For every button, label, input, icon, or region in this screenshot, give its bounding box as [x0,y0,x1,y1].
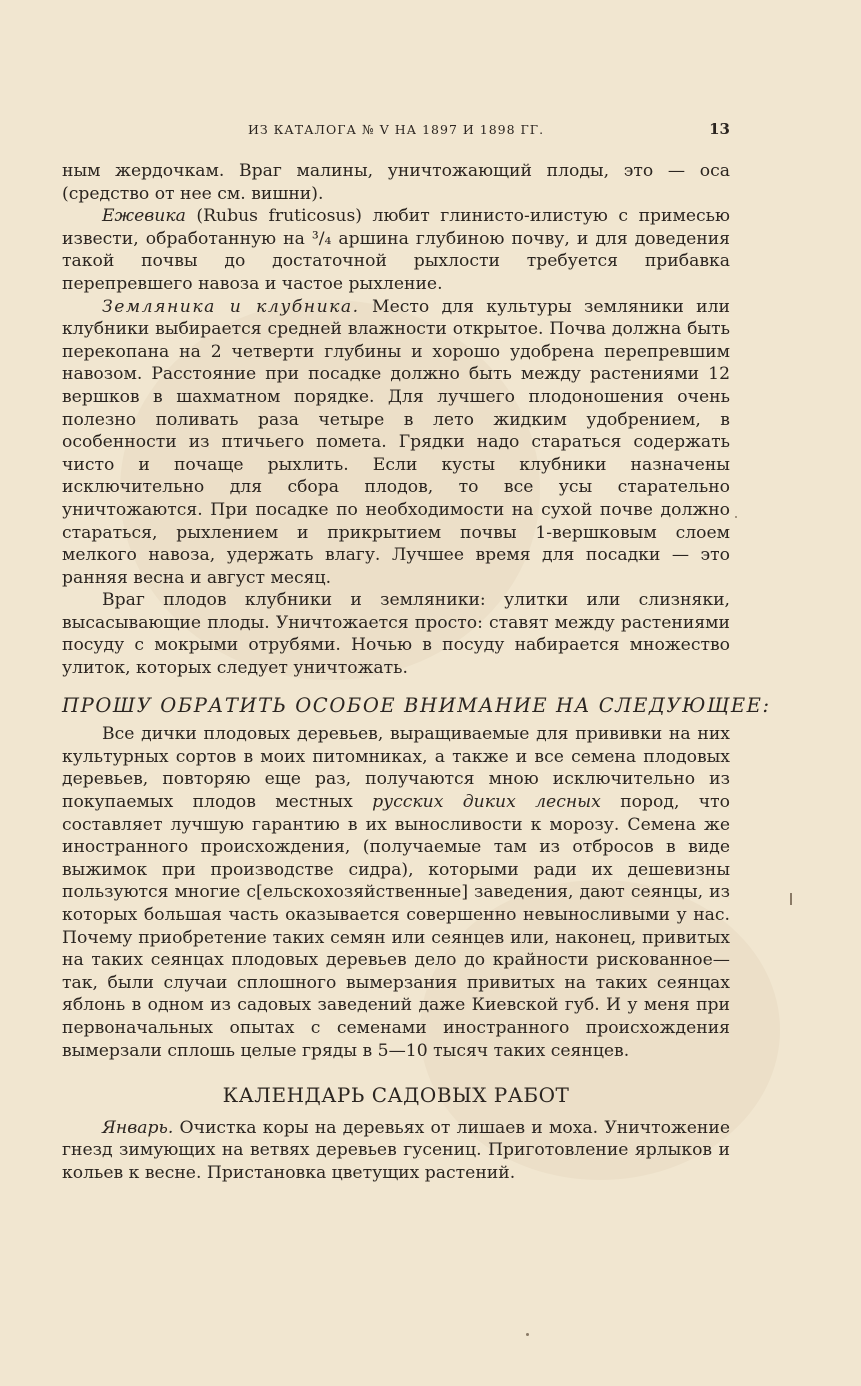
paragraph-january [62,1117,730,1185]
paragraph-text: Все дички плодовых деревьев, выращиваемые для прививки на них культурных сортов в моих питомниках, а также и все семена плодовых деревьев, повторяю еще раз, получаются мною исключительно из покупаемых плодов местных [62,724,730,813]
term-strawberry: Земляника и клубника. [102,296,360,317]
paragraph-pests: Враг плодов клубники и земляники: улитки или слизняки, высасывающие плоды. Уничтожается просто: ставят между растениями посуду с мокрыми отрубями. Ночью в посуду набирается множество улиток, которых следует уничтожать. [62,590,730,679]
paragraph: ным жердочкам. Враг малины, уничтожающий плоды, это — оса (средство от нее см. вишни). [62,161,730,204]
emphasis-text: русских диких лесных [372,792,601,813]
paragraph-strawberry [62,296,730,590]
calendar-heading: КАЛЕНДАРЬ САДОВЫХ РАБОТ [222,1083,570,1108]
scan-mark [735,516,737,518]
scan-mark [526,1333,529,1336]
paragraph-text: Место для культуры земляники или клубники выбирается средней влажности открытое. Почва должна быть перекопана на 2 четверти глубины и хорошо удобрена перепревшим навозом. Расстояние при посадке должно быть между растениями 12 вершков в шахматном порядке. Для лучшего плодоношения очень полезно поливать раза четыре в лето жидким удобрением, в особенности из птичьего помета. Грядки надо стараться содержать чисто и почаще рыхлить. Если кусты клубники назначены исключительно для сбора плодов, то все усы старательно уничтожаются. При посадке по необходимости на сухой почве должно стараться, рыхлением и прикрытием почвы 1-вершковым слоем мелкого навоза, удержать влагу. Лучшее время для посадки — это ранняя весна и август месяц. [62,296,730,588]
body-text [62,160,771,1185]
paragraph-blackberry [62,205,730,295]
notice-heading: ПРОШУ ОБРАТИТЬ ОСОБОЕ ВНИМАНИЕ НА СЛЕДУЮЩЕЕ: [62,693,771,717]
scan-mark [790,893,792,905]
running-title: ИЗ КАТАЛОГА № V НА 1897 И 1898 ГГ. [247,122,545,137]
page-number: 13 [709,120,730,138]
paragraph-text: Очистка коры на деревьях от лишаев и моха. Уничтожение гнезд зимующих на ветвях деревьев гусениц. Приготовление ярлыков и кольев к весне. Пристановка цветущих растений. [62,1117,730,1183]
paragraph-notice [62,723,730,1062]
paragraph-text: пород, что составляет лучшую гарантию в их выносливости к морозу. Семена же иностранного происхождения, (получаемые там из отбросов в виде выжимок при производстве сидра), которыми ради их дешевизны пользуются многие с[ельскохозяйственные] заведения, дают сеянцы, из которых большая часть оказывается совершенно невыносливыми у нас. Почему приобретение таких семян или сеянцев или, наконец, привитых на таких сеянцах плодовых деревьев дело до крайности рискованное—так, были случаи сплошного вымерзания привитых на таких сеянцах яблонь в одном из садовых заведений даже Киевской губ. И у меня при первоначальных опытах с семенами иностранного происхождения вымерзали сплошь целые гряды в 5—10 тысяч таких сеянцев. [62,792,730,1061]
paragraph-text: (Rubus fruticosus) любит глинисто-илистую с примесью извести, обработанную на ³/₄ аршина глубиною почву, и для доведения такой почвы до достаточной рыхлости требуется прибавка перепревшего навоза и частое рыхление. [62,206,730,294]
term-blackberry: Ежевика [102,206,186,227]
page-header [62,119,730,141]
term-january: Январь. [102,1117,174,1138]
